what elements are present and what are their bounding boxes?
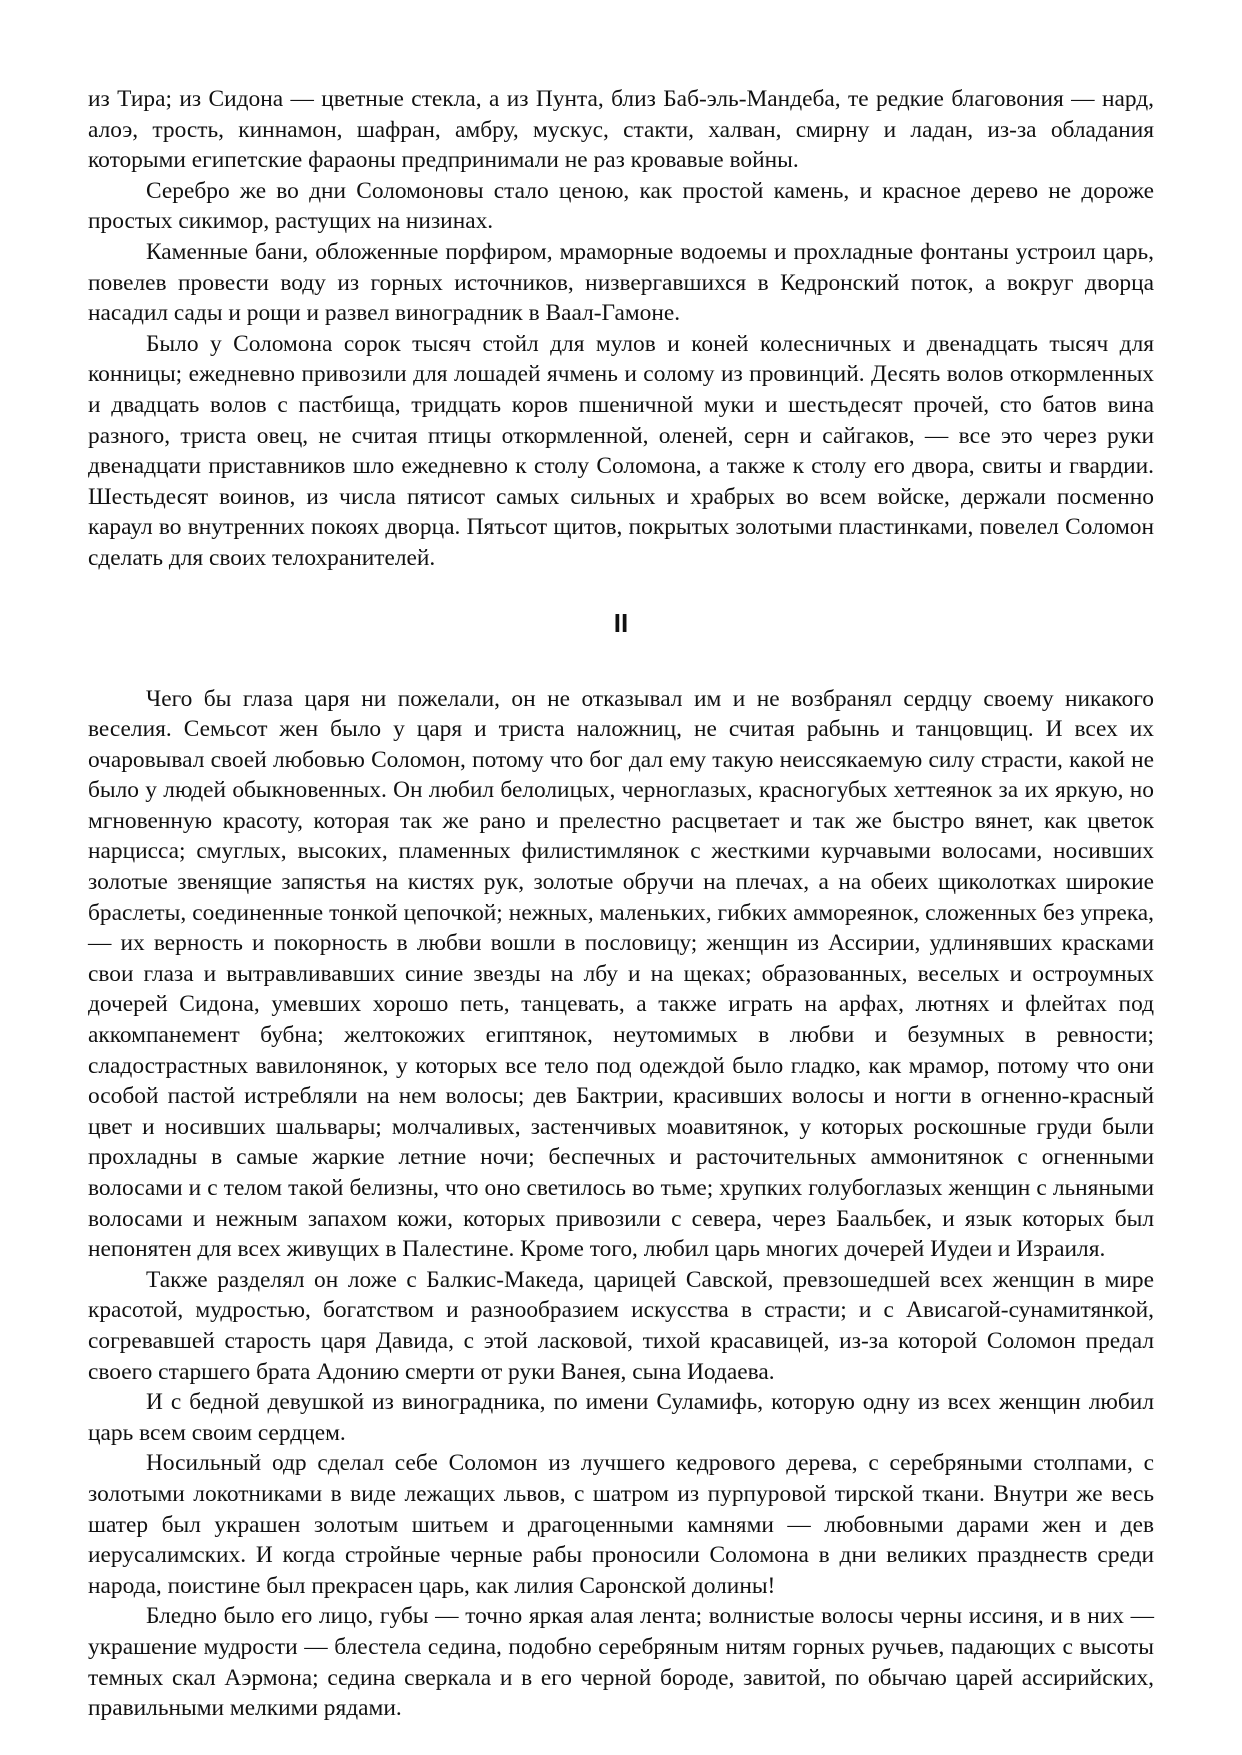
paragraph: Чего бы глаза царя ни пожелали, он не отказывал им и не возбранял сердцу своему никакого веселия. Семьсот жен было у царя и триста наложниц, не считая рабынь и танцовщиц. И всех их очаровывал своей любовью Соломон, потому что бог дал ему такую неиссякаемую силу страсти, какой не было у людей обыкновенных. Он любил белолицых, черноглазых, красногубых хеттеянок за их яркую, но мгновенную красоту, которая так же рано и прелестно расцветает и так же быстро вянет, как цветок нарцисса; смуглых, высоких, пламенных филистимлянок с жесткими курчавыми волосами, носивших золотые звенящие запястья на кистях рук, золотые обручи на плечах, а на обеих щиколотках широкие браслеты, соединенные тонкой цепочкой; нежных, маленьких, гибких амморeянок, сложенных без упрека, — их верность и покорность в любви вошли в пословицу; женщин из Ассирии, удлинявших красками свои глаза и вытравливавших синие звезды на лбу и на щеках; образованных, веселых и остроумных дочерей Сидона, умевших хорошо петь, танцевать, а также играть на арфах, лютнях и флейтах под аккомпанемент бубна; желтокожих египтянок, неутомимых в любви и безумных в ревности; сладострастных вавилонянок, у которых все тело под одеждой было гладко, как мрамор, потому что они особой пастой истребляли на нем волосы; дев Бактрии, красивших волосы и ногти в огненно-красный цвет и носивших шальвары; молчаливых, застенчивых моавитянок, у которых роскошные груди были прохладны в самые жаркие летние ночи; беспечных и расточительных аммонитянок с огненными волосами и с телом такой белизны, что оно светилось во тьме; хрупких голубоглазых женщин с льняными волосами и нежным запахом кожи, которых привозили с севера, через Баальбек, и язык которых был непонятен для всех живущих в Палестине. Кроме того, любил царь многих дочерей Иудеи и Израиля. <box>88 685 1154 1263</box>
paragraph: Носильный одр сделал себе Соломон из лучшего кедрового дерева, с серебряными столпами, с золотыми локотниками в виде лежащих львов, с шатром из пурпуровой тирской ткани. Внутри же весь шатер был украшен золотым шитьем и драгоценными камнями — любовными дарами жен и дев иерусалимских. И когда стройные черные рабы проносили Соломона в дни великих празднеств среди народа, поистине был прекрасен царь, как лилия Саронской долины! <box>88 1450 1154 1599</box>
paragraph: Также разделял он ложе с Балкис-Македа, царицей Савской, превзошедшей всех женщин в мире красотой, мудростью, богатством и разнообразием искусства в страсти; и с Ависагой-сунамитянкой, согревавшей старость царя Давида, с этой ласковой, тихой красавицей, из-за которой Соломон предал своего старшего брата Адонию смерти от руки Ванея, сына Иодаева. <box>88 1266 1154 1385</box>
paragraph-continued: из Тира; из Сидона — цветные стекла, а из Пунта, близ Баб-эль-Мандеба, те редкие благовония — нард, алоэ, трость, киннамон, шафран, амбру, мускус, стакти, халван, смирну и ладан, из-за обладания которыми египетские фараоны предпринимали не раз кровавые войны. <box>88 86 1154 174</box>
paragraph: Каменные бани, обложенные порфиром, мраморные водоемы и прохладные фонтаны устроил царь, повелев провести воду из горных источников, низвергавшихся в Кедронский поток, а вокруг дворца насадил сады и рощи и развел виноградник в Ваал-Гамоне. <box>88 238 1154 327</box>
paragraph: Было у Соломона сорок тысяч стойл для мулов и коней колесничных и двенадцать тысяч для конницы; ежедневно привозили для лошадей ячмень и солому из провинций. Десять волов откормленных и двадцать волов с пастбища, тридцать коров пшеничной муки и шестьдесят прочей, сто батов вина разного, триста овец, не считая птицы откормленной, оленей, серн и сайгаков, — все это через руки двенадцати приставников шло ежедневно к столу Соломона, а также к столу его двора, свиты и гвардии. Шестьдесят воинов, из числа пятисот самых сильных и храбрых во всем войске, держали посменно караул во внутренних покоях дворца. Пятьсот щитов, покрытых золотыми пластинками, повелел Соломон сделать для своих телохранителей. <box>88 330 1154 571</box>
document-page <box>88 84 1154 1724</box>
chapter-heading: II <box>613 607 629 638</box>
paragraph: Бледно было его лицо, губы — точно яркая алая лента; волнистые волосы черны иссиня, и в них — украшение мудрости — блестела седина, подобно серебряным нитям горных ручьев, падающих с высоты темных скал Аэрмона; седина сверкала и в его черной бороде, завитой, по обычаю царей ассирийских, правильными мелкими рядами. <box>88 1603 1154 1722</box>
section-2 <box>88 684 1154 1724</box>
paragraph: И с бедной девушкой из виноградника, по имени Суламифь, которую одну из всех женщин любил царь всем своим сердцем. <box>88 1389 1154 1446</box>
paragraph: Серебро же во дни Соломоновы стало ценою, как простой камень, и красное дерево не дороже простых сикимор, растущих на низинах. <box>88 177 1154 235</box>
section-1 <box>88 84 1154 574</box>
